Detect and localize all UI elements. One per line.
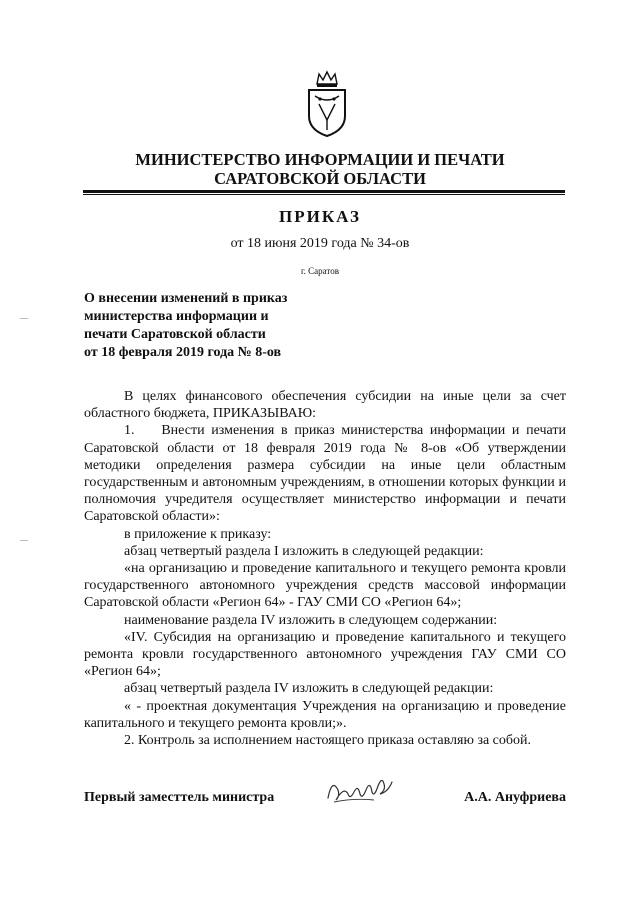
- subject-line: О внесении изменений в приказ: [84, 291, 288, 306]
- body-paragraph: « - проектная документация Учреждения на организацию и проведение капитального и текущего ремонта кровли;».: [84, 698, 566, 731]
- scan-margin-mark: [20, 318, 28, 319]
- scan-margin-mark: [20, 540, 28, 541]
- body-paragraph: абзац четвертый раздела I изложить в следующей редакции:: [124, 543, 484, 559]
- subject-line: печати Саратовской области: [84, 327, 266, 342]
- body-paragraph: 1. Внести изменения в приказ министерства информации и печати Саратовской области от 18 февраля 2019 года № 8-ов «Об утверждении методики определения размера субсидии на иные цели областным государственным и автономным учреждениям, в отношении которых функции и полномочия учредителя осуществляет министерство информации и печати Саратовской области»:: [84, 423, 566, 525]
- body-paragraph: «IV. Субсидия на организацию и проведение капитального и текущего ремонта кровли государственного автономного учреждения ГАУ СМИ СО «Регион 64»;: [84, 629, 566, 680]
- signatory-name: А.А. Ануфриева: [464, 790, 566, 805]
- signatory-position: Первый заместтель министра: [84, 790, 275, 805]
- coat-of-arms-icon: [305, 70, 349, 138]
- handwritten-signature-icon: [324, 772, 394, 806]
- ministry-name-line1: МИНИСТЕРСТВО ИНФОРМАЦИИ И ПЕЧАТИ: [135, 150, 505, 169]
- body-paragraph: 2. Контроль за исполнением настоящего приказа оставляю за собой.: [124, 733, 532, 749]
- body-paragraph: «на организацию и проведение капитального и текущего ремонта кровли государственного автономного учреждения средств массовой информации Саратовской области «Регион 64» - ГАУ СМИ СО «Регион 64»;: [84, 561, 566, 611]
- subject-line: от 18 февраля 2019 года № 8-ов: [84, 345, 282, 360]
- order-title: ПРИКАЗ: [279, 207, 361, 226]
- order-date: от 18 июня 2019 года № 34-ов: [230, 236, 410, 251]
- order-city: г. Саратов: [301, 266, 339, 276]
- body-paragraph: наименование раздела IV изложить в следующем содержании:: [124, 612, 498, 628]
- header-rule-thick: [83, 190, 565, 193]
- header-rule-thin: [83, 194, 565, 195]
- body-paragraph: В целях финансового обеспечения субсидии на иные цели за счет областного бюджета, ПРИКАЗЫВАЮ:: [84, 389, 566, 422]
- ministry-name-line2: САРАТОВСКОЙ ОБЛАСТИ: [214, 169, 426, 188]
- body-paragraph: абзац четвертый раздела IV изложить в следующей редакции:: [124, 681, 494, 697]
- signature-block: [84, 790, 566, 812]
- order-body: [84, 388, 566, 749]
- subject-line: министерства информации и: [84, 309, 269, 324]
- body-paragraph: в приложение к приказу:: [124, 526, 272, 542]
- order-subject: [84, 290, 324, 362]
